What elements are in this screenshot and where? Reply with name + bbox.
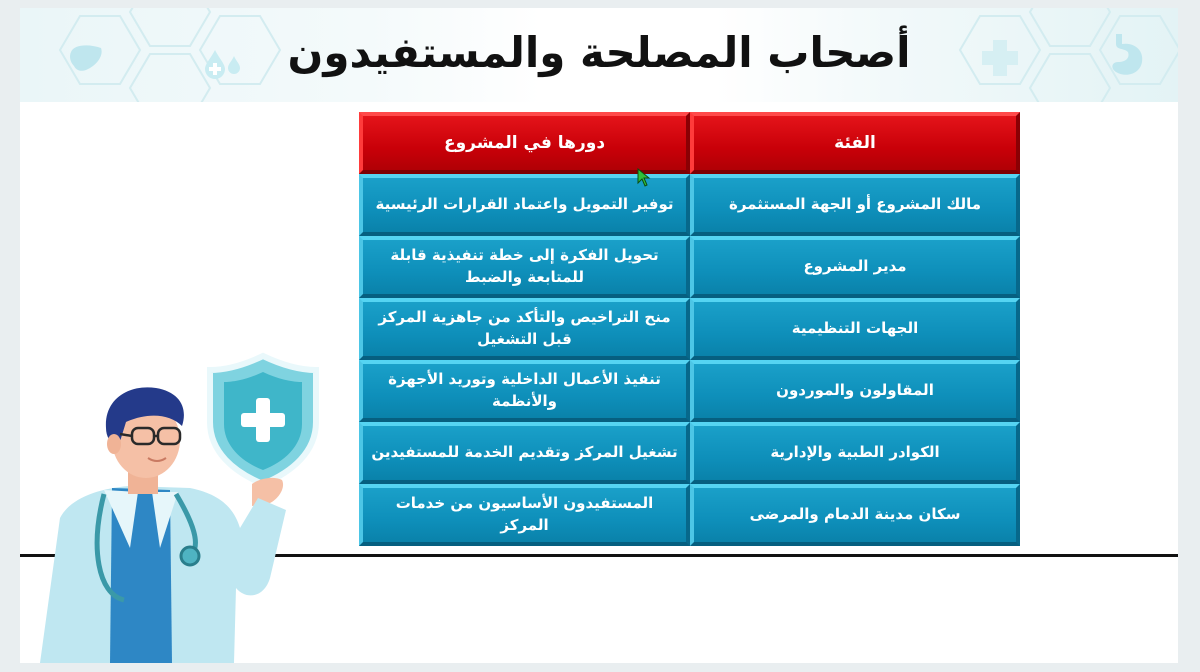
table-cell-role: تشغيل المركز وتقديم الخدمة للمستفيدين [359, 422, 690, 484]
header-category: الفئة [690, 112, 1020, 174]
header-role: دورها في المشروع [359, 112, 690, 174]
mouse-cursor-icon [637, 168, 651, 188]
page-title: أصحاب المصلحة والمستفيدون [287, 28, 911, 77]
table-cell-category: الكوادر الطبية والإدارية [690, 422, 1020, 484]
table-cell-role: تحويل الفكرة إلى خطة تنفيذية قابلة للمتابعة والضبط [359, 236, 690, 298]
doctor-illustration [20, 348, 340, 663]
table-cell-category: مدير المشروع [690, 236, 1020, 298]
slide [20, 8, 1178, 663]
table-cell-role: المستفيدون الأساسيون من خدمات المركز [359, 484, 690, 546]
table-cell-role: توفير التمويل واعتماد القرارات الرئيسية [359, 174, 690, 236]
title-banner [20, 8, 1178, 102]
table-cell-category: الجهات التنظيمية [690, 298, 1020, 360]
table-cell-category: مالك المشروع أو الجهة المستثمرة [690, 174, 1020, 236]
shield-plus-icon [210, 356, 316, 484]
table-cell-role: تنفيذ الأعمال الداخلية وتوريد الأجهزة والأنظمة [359, 360, 690, 422]
stakeholders-table [359, 112, 1020, 546]
table-cell-category: المقاولون والموردون [690, 360, 1020, 422]
table-cell-category: سكان مدينة الدمام والمرضى [690, 484, 1020, 546]
table-cell-role: منح التراخيص والتأكد من جاهزية المركز قبل التشغيل [359, 298, 690, 360]
